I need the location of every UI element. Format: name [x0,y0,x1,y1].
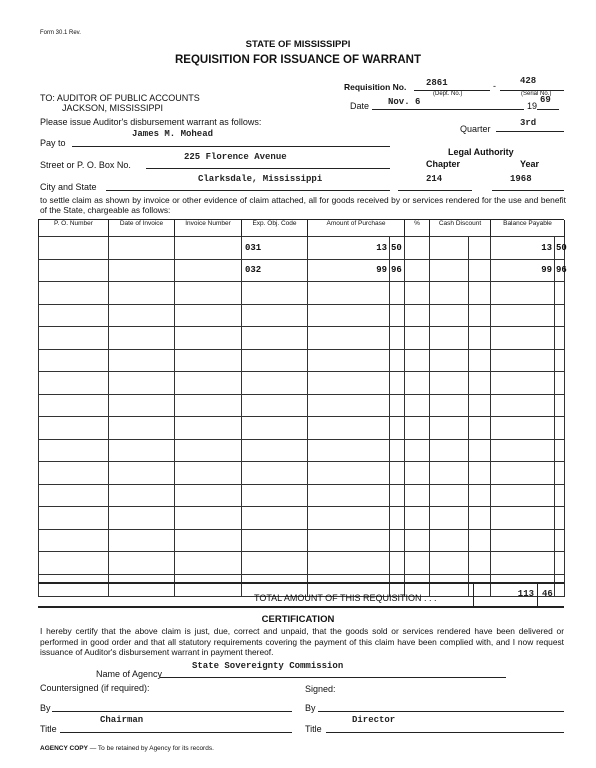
table-cell[interactable] [109,552,175,575]
table-cell[interactable] [555,462,565,485]
table-cell[interactable] [469,372,491,395]
table-cell[interactable] [175,552,242,575]
table-cell[interactable] [555,417,565,440]
table-cell[interactable] [308,304,390,327]
table-cell[interactable] [308,282,390,305]
total-dollars: 113 [517,589,534,599]
settle-claim-text: to settle claim as shown by invoice or other evidence of claim attached, all for goods received by or services rendered for the use and benefit of the State, chargeable as follows: [40,195,566,215]
table-cell[interactable]: 99 [491,259,555,282]
table-cell[interactable] [175,439,242,462]
table-cell[interactable] [175,507,242,530]
table-cell[interactable] [308,417,390,440]
table-cell[interactable] [242,484,308,507]
table-cell[interactable] [390,439,405,462]
table-cell[interactable] [390,372,405,395]
chapter-label: Chapter [426,159,461,169]
table-cell[interactable] [109,304,175,327]
table-cell[interactable] [39,462,109,485]
table-cell[interactable] [39,282,109,305]
table-cell[interactable]: 13 [491,237,555,260]
city-value[interactable]: Clarksdale, Mississippi [198,174,323,184]
table-cell[interactable] [405,394,430,417]
table-cell[interactable] [308,349,390,372]
date-value[interactable]: Nov. 6 [388,97,421,107]
table-cell[interactable] [308,529,390,552]
table-cell[interactable] [308,552,390,575]
table-cell[interactable] [109,394,175,417]
table-cell[interactable] [491,552,555,575]
table-cell[interactable] [175,327,242,350]
table-cell[interactable] [109,574,175,597]
table-cell[interactable] [308,484,390,507]
col-date-of-invoice: Date of Invoice [109,220,175,237]
table-cell[interactable] [469,417,491,440]
table-cell[interactable] [555,349,565,372]
table-cell[interactable] [109,417,175,440]
table-cell[interactable] [175,462,242,485]
table-cell[interactable] [175,259,242,282]
table-cell[interactable]: 50 [390,237,405,260]
table-cell[interactable] [491,372,555,395]
col-invoice-number: Invoice Number [175,220,242,237]
table-cell[interactable] [175,349,242,372]
table-row [39,484,565,507]
table-cell[interactable] [175,372,242,395]
table-row [39,462,565,485]
requisition-label: Requisition No. [344,82,407,92]
table-cell[interactable] [109,507,175,530]
table-cell[interactable] [109,462,175,485]
table-cell[interactable] [39,574,109,597]
table-cell[interactable]: 13 [308,237,390,260]
table-row [39,304,565,327]
table-cell[interactable] [308,507,390,530]
table-cell[interactable] [555,282,565,305]
table-cell[interactable] [405,372,430,395]
claim-table [38,220,565,597]
certification-title: CERTIFICATION [261,614,335,625]
legal-year-label: Year [520,159,540,169]
table-cell[interactable] [175,394,242,417]
table-cell[interactable] [430,439,469,462]
table-cell[interactable] [405,259,430,282]
table-cell[interactable] [555,439,565,462]
table-cell[interactable] [491,394,555,417]
table-cell[interactable] [430,259,469,282]
table-cell[interactable]: 031 [242,237,308,260]
table-cell[interactable] [109,372,175,395]
table-cell[interactable] [430,529,469,552]
table-cell[interactable] [39,507,109,530]
table-cell[interactable] [308,372,390,395]
table-cell[interactable] [308,394,390,417]
table-cell[interactable] [390,529,405,552]
city-label: City and State [40,182,97,192]
table-cell[interactable] [555,552,565,575]
table-row [39,507,565,530]
table-cell[interactable] [555,574,565,597]
table-row [39,327,565,350]
pay-to-value[interactable]: James M. Mohead [132,129,214,139]
table-cell[interactable] [430,552,469,575]
col-amount-of-purchase: Amount of Purchase [308,220,405,237]
quarter-label: Quarter [460,124,491,134]
table-cell[interactable] [430,417,469,440]
table-cell[interactable] [390,327,405,350]
table-cell[interactable] [469,259,491,282]
table-cell[interactable] [469,462,491,485]
table-cell[interactable] [109,529,175,552]
title-value-left[interactable]: Chairman [100,715,144,725]
table-row [39,237,565,260]
by-label-right: By [305,703,316,713]
table-cell[interactable] [555,394,565,417]
table-cell[interactable] [469,349,491,372]
table-cell[interactable] [242,327,308,350]
legal-year-value[interactable]: 1968 [510,174,532,184]
agency-label: Name of Agency [96,669,163,679]
street-value[interactable]: 225 Florence Avenue [184,152,287,162]
table-cell[interactable] [430,282,469,305]
title-value-right[interactable]: Director [352,715,396,725]
table-cell[interactable] [175,574,242,597]
col-cash-discount: Cash Discount [430,220,491,237]
table-cell[interactable] [405,529,430,552]
col-po-number: P. O. Number [39,220,109,237]
chapter-value[interactable]: 214 [426,174,443,184]
table-cell[interactable] [491,417,555,440]
table-cell[interactable] [390,282,405,305]
table-cell[interactable] [109,439,175,462]
date-label: Date [350,101,370,111]
table-cell[interactable]: 96 [390,259,405,282]
table-cell[interactable] [430,372,469,395]
table-cell[interactable] [39,237,109,260]
table-cell[interactable] [242,304,308,327]
total-label: TOTAL AMOUNT OF THIS REQUISITION . . . [254,593,437,603]
title-label-left: Title [40,724,57,734]
table-cell[interactable] [39,259,109,282]
form-title: REQUISITION FOR ISSUANCE OF WARRANT [175,54,421,66]
table-cell[interactable] [39,394,109,417]
table-cell[interactable] [242,462,308,485]
table-cell[interactable] [308,439,390,462]
pay-to-label: Pay to [40,138,66,148]
table-cell[interactable] [491,484,555,507]
table-cell[interactable] [405,417,430,440]
year-prefix: 19 [527,101,538,111]
table-cell[interactable] [469,237,491,260]
table-cell[interactable] [469,507,491,530]
table-cell[interactable] [491,304,555,327]
table-row [39,552,565,575]
dept-caption: (Dept. No.) [433,91,463,97]
table-cell[interactable] [39,349,109,372]
table-cell[interactable] [491,507,555,530]
table-cell[interactable] [430,327,469,350]
table-cell[interactable] [390,304,405,327]
table-cell[interactable] [39,529,109,552]
table-cell[interactable] [242,372,308,395]
legal-authority-label: Legal Authority [448,147,514,157]
table-cell[interactable] [109,237,175,260]
certification-text: I hereby certify that the above claim is just, due, correct and unpaid, that the goods sold or services rendered have been delivered or performed in good order and that all statutory requirements covering the payment of this claim have been complied with, and I now request issuance of Auditor's disbursement warrant in payment thereof. [40,626,564,657]
table-cell[interactable] [430,394,469,417]
footer-bold: AGENCY COPY [40,745,88,752]
table-cell[interactable] [469,282,491,305]
table-cell[interactable] [39,372,109,395]
table-cell[interactable] [491,327,555,350]
table-cell[interactable] [430,304,469,327]
table-cell[interactable] [39,327,109,350]
table-cell[interactable] [308,327,390,350]
table-cell[interactable] [390,394,405,417]
table-cell[interactable] [109,349,175,372]
table-cell[interactable] [405,552,430,575]
addressee-line2: JACKSON, MISSISSIPPI [62,103,164,113]
table-cell[interactable] [405,349,430,372]
table-cell[interactable] [491,349,555,372]
table-cell[interactable] [430,349,469,372]
countersigned-label: Countersigned (if required): [40,683,150,693]
table-cell[interactable] [109,484,175,507]
table-cell[interactable] [405,484,430,507]
table-row [39,349,565,372]
table-cell[interactable] [469,304,491,327]
table-cell[interactable] [242,507,308,530]
table-cell[interactable] [405,507,430,530]
col-balance-payable: Balance Payable [491,220,565,237]
title-label-right: Title [305,724,322,734]
dept-number[interactable]: 2861 [426,78,448,88]
footer-rest: — To be retained by Agency for its records. [87,745,214,752]
signed-label: Signed: [305,684,336,694]
table-cell[interactable] [405,462,430,485]
addressee-line1: TO: AUDITOR OF PUBLIC ACCOUNTS [40,93,200,103]
table-cell[interactable] [242,349,308,372]
table-cell[interactable] [405,439,430,462]
table-cell[interactable] [242,529,308,552]
col-exp-obj-code: Exp. Obj. Code [242,220,308,237]
table-cell[interactable] [175,237,242,260]
table-cell[interactable] [555,507,565,530]
state-heading: STATE OF MISSISSIPPI [245,39,351,50]
col-percent: % [405,220,430,237]
table-cell[interactable] [39,552,109,575]
table-cell[interactable] [555,529,565,552]
table-row [39,417,565,440]
table-cell[interactable] [469,552,491,575]
table-cell[interactable] [109,282,175,305]
serial-number[interactable]: 428 [520,76,537,86]
table-row [39,259,565,282]
table-cell[interactable] [39,484,109,507]
table-cell[interactable] [175,304,242,327]
table-cell[interactable] [469,394,491,417]
table-cell[interactable] [469,529,491,552]
table-cell[interactable] [555,304,565,327]
by-label-left: By [40,703,51,713]
table-cell[interactable] [109,259,175,282]
serial-caption: (Serial No.) [521,91,552,97]
table-cell[interactable] [469,439,491,462]
table-row [39,529,565,552]
agency-value[interactable]: State Sovereignty Commission [192,661,344,671]
table-row [39,372,565,395]
table-cell[interactable] [405,304,430,327]
table-cell[interactable] [109,327,175,350]
table-row [39,394,565,417]
table-cell[interactable] [175,282,242,305]
table-cell[interactable]: 032 [242,259,308,282]
table-cell[interactable] [242,282,308,305]
table-cell[interactable] [39,417,109,440]
table-cell[interactable]: 96 [555,259,565,282]
table-cell[interactable] [390,484,405,507]
table-cell[interactable] [491,529,555,552]
table-cell[interactable]: 50 [555,237,565,260]
footer-note [40,745,214,752]
date-year[interactable]: 69 [540,95,551,105]
table-cell[interactable] [491,282,555,305]
table-cell[interactable] [469,484,491,507]
table-cell[interactable] [308,462,390,485]
table-cell[interactable]: 99 [308,259,390,282]
table-cell[interactable] [175,529,242,552]
quarter-value[interactable]: 3rd [520,118,537,128]
table-cell[interactable] [405,327,430,350]
table-cell[interactable] [242,417,308,440]
street-label: Street or P. O. Box No. [40,160,131,170]
table-cell[interactable] [491,439,555,462]
table-cell[interactable] [175,417,242,440]
table-cell[interactable] [242,394,308,417]
table-cell[interactable] [390,349,405,372]
table-cell[interactable] [175,484,242,507]
table-cell[interactable] [390,417,405,440]
table-cell[interactable] [242,439,308,462]
table-cell[interactable] [555,484,565,507]
table-cell[interactable] [39,304,109,327]
table-cell[interactable] [390,552,405,575]
form-number: Form 30.1 Rev. [40,30,81,36]
table-cell[interactable] [242,552,308,575]
table-cell[interactable] [555,372,565,395]
table-row [39,282,565,305]
please-issue-text: Please issue Auditor's disbursement warrant as follows: [40,117,262,127]
table-row [39,439,565,462]
table-cell[interactable] [390,462,405,485]
table-cell[interactable] [430,507,469,530]
table-cell[interactable] [390,507,405,530]
table-cell[interactable] [555,327,565,350]
total-cents: 46 [542,589,553,599]
table-cell[interactable] [39,439,109,462]
table-cell[interactable] [405,282,430,305]
table-cell[interactable] [405,237,430,260]
table-cell[interactable] [430,462,469,485]
table-cell[interactable] [491,462,555,485]
table-cell[interactable] [430,237,469,260]
table-cell[interactable] [430,484,469,507]
table-cell[interactable] [469,327,491,350]
